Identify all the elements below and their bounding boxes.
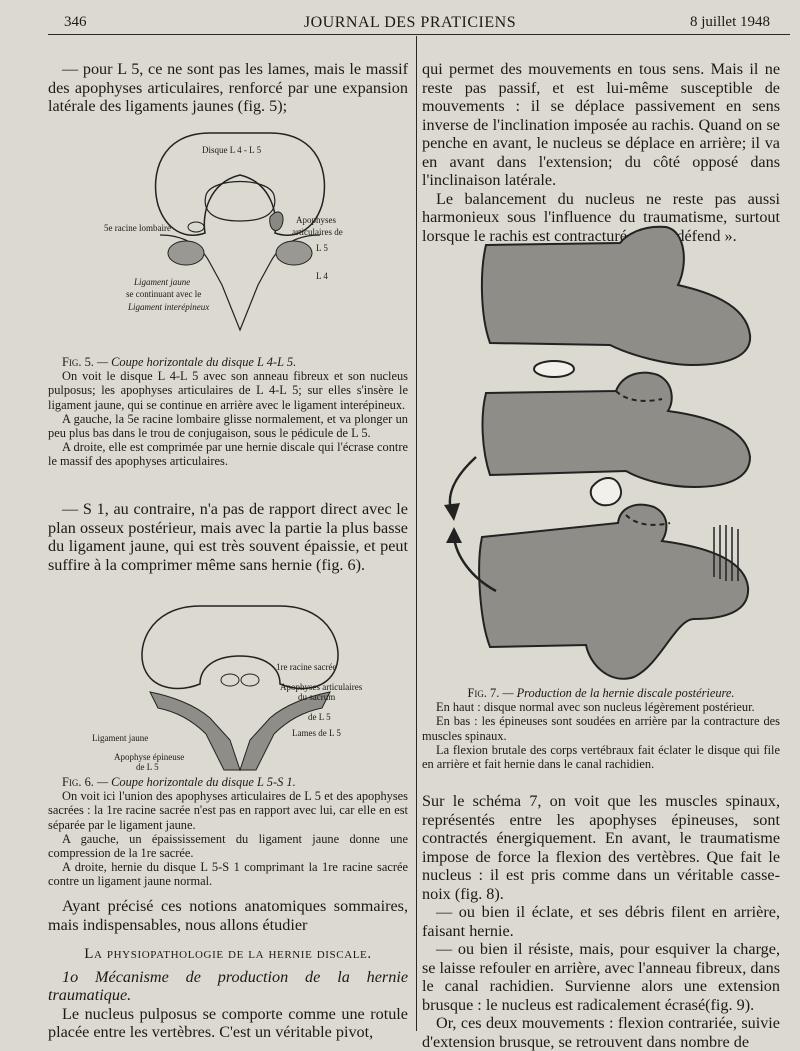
fig5-left-root <box>188 222 204 232</box>
fig5-number: Fig. 5. <box>62 355 94 369</box>
fig6-title: — Coupe horizontale du disque L 5-S 1. <box>93 775 296 789</box>
left-column <box>48 60 408 116</box>
fig7-caption-3: La flexion brutale des corps vertébraux fait éclater le disque qui file en arrière et fait hernie dans le canal rachidien. <box>422 742 780 772</box>
figure-6-caption <box>48 775 408 889</box>
fig7-herniated-nucleus <box>591 478 621 505</box>
fig6-disc-outline <box>142 606 338 688</box>
fig6-label-sacrum: du sacrum <box>298 692 336 702</box>
fig5-canal <box>205 182 275 222</box>
fig6-caption-1: On voit ici l'union des apophyses articulaires de L 5 et des apophyses sacrées : la 1re racine sacrée n'est pas en rapport avec lui, car elle en est séparée par le ligament jaune. <box>48 789 408 832</box>
fig6-root-right <box>241 674 259 686</box>
right-paragraph-1: qui permet des mouvements en tous sens. Mais il ne reste pas passif, et est lui-même susceptible de mouvements : il se déplace passivement en sens inverse de l'inclination imposée au rachis. Quand on se penche en avant, le nucleus se déplace en arrière; il va en avant dans l'extension; du côté opposé dans l'inclinaison latérale. <box>422 60 780 189</box>
fig5-title: — Coupe horizontale du disque L 4-L 5. <box>93 355 297 369</box>
fig5-label-continuant: se continuant avec le <box>126 289 202 299</box>
fig5-label-apophyses: Apophyses <box>296 215 336 225</box>
fig6-label-lames: Lames de L 5 <box>292 728 341 738</box>
section-heading: La physiopathologie de la hernie discale. <box>84 946 372 962</box>
column-divider <box>416 36 417 1031</box>
fig7-arrowhead-lower <box>446 527 462 543</box>
left-paragraph-4: Le nucleus pulposus se comporte comme une rotule placée entre les vertèbres. C'est un véritable pivot, <box>48 1004 408 1041</box>
fig7-caption-2: En bas : les épineuses sont soudées en arrière par la contracture des muscles spinaux. <box>422 714 780 743</box>
subsection-heading: 1o Mécanisme de production de la hernie traumatique. <box>48 967 408 1004</box>
fig7-title: — Production de la hernie discale postérieure. <box>499 686 735 700</box>
issue-date: 8 juillet 1948 <box>690 14 770 30</box>
journal-title: JOURNAL DES PRATICIENS <box>303 14 517 31</box>
fig5-label-disque: Disque L 4 - L 5 <box>202 145 262 155</box>
right-paragraph-3: Sur le schéma 7, on voit que les muscles spinaux, représentés entre les apophyses épineuses, sont contractés énergiquement. En avant, le traumatisme impose de force la flexion des vertèbres. Que fait le nucleus : il est pris comme dans un véritable casse-noix (fig. 8). <box>422 792 780 903</box>
left-paragraph-2-block <box>48 500 408 574</box>
fig6-caption-3: A droite, hernie du disque L 5-S 1 comprimant la 1re racine sacrée contre un ligament jaune normal. <box>48 860 408 889</box>
fig6-label-apoep: Apophyse épineuse <box>114 752 185 762</box>
left-paragraph-1: — pour L 5, ce ne sont pas les lames, mais le massif des apophyses articulaires, renforcé par une expansion latérale des ligaments jaunes (fig. 5); <box>48 60 408 115</box>
fig6-label-ligament: Ligament jaune <box>92 733 149 743</box>
figure-5-diagram <box>90 125 390 335</box>
fig7-caption-1: En haut : disque normal avec son nucleus légèrement postérieur. <box>436 700 755 715</box>
right-paragraph-5: — ou bien il résiste, mais, pour esquiver la charge, se laisse refouler en arrière, avec l'anneau fibreux, dans le canal rachidien. Survienne alors une extension brusque : le nucleus est radicalement écrasé(fig. 9). <box>422 940 780 1014</box>
right-paragraph-4: — ou bien il éclate, et ses débris filent en arrière, faisant hernie. <box>422 903 780 940</box>
figure-7-diagram <box>430 225 770 685</box>
fig5-left-facet <box>168 241 204 265</box>
fig5-caption-3: A droite, elle est comprimée par une hernie discale qui l'écrase contre le massif des apophyses articulaires. <box>48 440 408 469</box>
right-paragraph-2: Le balancement du nucleus ne reste pas aussi harmonieux sous l'influence du traumatisme, surtout lorsque le rachis est contracturé et « se défend ». <box>422 189 780 245</box>
figure-6-diagram <box>90 600 390 775</box>
fig5-label-interepineux: Ligament interépineux <box>128 302 210 312</box>
page-header <box>50 10 770 32</box>
fig5-caption-1: On voit le disque L 4-L 5 avec son anneau fibreux et son nucleus pulposus; les apophyses articulaires de L 4-L 5; sur elles s'insère le ligament jaune, qui se continue en arrière avec le ligament interépineux. <box>48 369 408 412</box>
right-column-bottom <box>422 792 780 1051</box>
figure-5-caption <box>48 355 408 469</box>
fig5-label-l4: L 4 <box>316 271 328 281</box>
fig5-right-facet <box>276 241 312 265</box>
fig5-caption-2: A gauche, la 5e racine lombaire glisse normalement, et va plonger un peu plus bas dans le trou de conjugaison, sous le pédicule de L 5. <box>48 411 408 441</box>
fig6-root-left <box>221 674 239 686</box>
fig6-label-racine: 1re racine sacrée <box>276 662 337 672</box>
left-paragraph-2: — S 1, au contraire, n'a pas de rapport direct avec le plan osseux postérieur, mais avec la partie la plus basse du ligament jaune, qui est très souvent épaissie, et peut suffire à la comprimer même sans hernie (fig. 6). <box>48 500 408 574</box>
fig6-caption-2: A gauche, un épaississement du ligament jaune donne une compression de la 1re sacrée. <box>48 831 408 861</box>
fig5-label-ligament: Ligament jaune <box>134 277 191 287</box>
left-paragraph-3: Ayant précisé ces notions anatomiques sommaires, mais indispensables, nous allons étudier <box>48 897 408 934</box>
fig6-label-apoep-l5: de L 5 <box>136 762 159 772</box>
right-column-top <box>422 60 780 245</box>
fig6-label-apophyses: Apophyses articulaires <box>280 682 363 692</box>
figure-7-caption <box>422 686 780 771</box>
left-closing-block <box>48 897 408 1042</box>
right-paragraph-6: Or, ces deux mouvements : flexion contrariée, suivie d'extension brusque, se retrouvent dans nombre de <box>422 1014 780 1051</box>
fig7-upper-vertebra <box>482 227 750 365</box>
fig5-label-l5: L 5 <box>316 243 328 253</box>
header-rule <box>48 34 790 35</box>
fig7-number: Fig. 7. <box>467 686 500 700</box>
fig6-label-del5: de L 5 <box>308 712 331 722</box>
fig7-upper-nucleus <box>534 361 574 377</box>
fig7-lower-vertebra <box>479 505 748 679</box>
fig7-middle-vertebra <box>483 373 750 487</box>
fig5-label-racine: 5e racine lombaire <box>104 223 171 233</box>
fig6-number: Fig. 6. <box>62 775 94 789</box>
fig5-hernia <box>270 212 283 231</box>
page-number: 346 <box>64 14 87 30</box>
fig5-label-articulaires: articulaires de <box>292 227 343 237</box>
fig7-arrowhead-upper <box>444 503 460 521</box>
